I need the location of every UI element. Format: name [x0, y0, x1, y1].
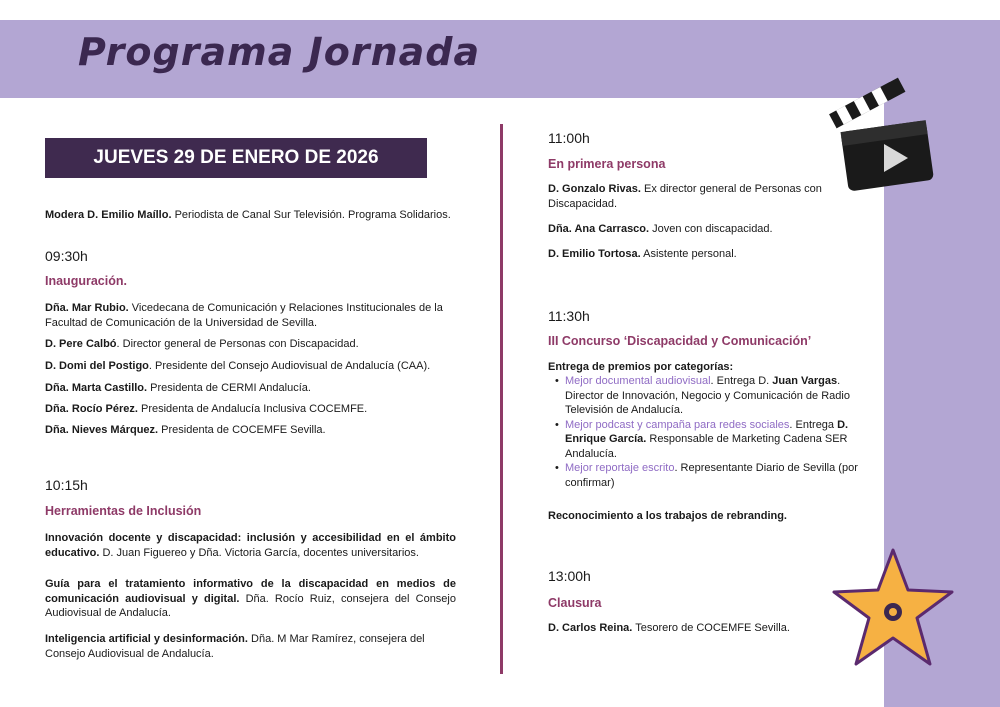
page-title: Programa Jornada [78, 30, 481, 74]
speaker-item: Dña. Mar Rubio. Vicedecana de Comunicación y Relaciones Institucionales de la Facultad de Comunicación de la Universidad de Sevilla. [45, 302, 443, 329]
speaker-item: Dña. Nieves Márquez. Presidenta de COCEMFE Sevilla. [45, 424, 326, 436]
talk-item: Innovación docente y discapacidad: inclusión y accesibilidad en el ámbito educativo. D. Juan Figuereo y Dña. Victoria García, docentes universitarios. [45, 532, 456, 559]
section-title-clausura: Clausura [548, 596, 602, 610]
time-1300: 13:00h [548, 568, 591, 584]
speaker-item: D. Gonzalo Rivas. Ex director general de Personas con Discapacidad. [548, 183, 822, 210]
speaker-item: D. Pere Calbó. Director general de Personas con Discapacidad. [45, 338, 359, 350]
speaker-item: D. Emilio Tortosa. Asistente personal. [548, 248, 737, 260]
awards-subtitle: Entrega de premios por categorías: [548, 361, 734, 373]
column-divider [500, 124, 503, 674]
section-title-primera-persona: En primera persona [548, 157, 666, 171]
star-icon [830, 546, 956, 670]
award-category-link[interactable]: Mejor reportaje escrito [565, 462, 675, 474]
section-title-concurso: III Concurso ‘Discapacidad y Comunicación’ [548, 334, 812, 348]
talk-item: Inteligencia artificial y desinformación. Dña. M Mar Ramírez, consejera del Consejo Audiovisual de Andalucía. [45, 633, 425, 660]
clapperboard-icon [826, 54, 938, 194]
award-category-link[interactable]: Mejor documental audiovisual [565, 375, 711, 387]
list-item: • Mejor reportaje escrito. Representante Diario de Sevilla (por confirmar) [565, 461, 865, 490]
speaker-item: Dña. Marta Castillo. Presidenta de CERMI Andalucía. [45, 382, 311, 394]
moderator: Modera D. Emilio Maíllo. Periodista de Canal Sur Televisión. Programa Solidarios. [45, 209, 451, 221]
speaker-item: Dña. Rocío Pérez. Presidenta de Andalucía Inclusiva COCEMFE. [45, 403, 368, 415]
speaker-item: Dña. Ana Carrasco. Joven con discapacidad. [548, 223, 773, 235]
list-item: • Mejor documental audiovisual. Entrega D. Juan Vargas. Director de Innovación, Negocio y Comunicación de Radio Televisión de Andalucía. [565, 374, 865, 418]
award-category-link[interactable]: Mejor podcast y campaña para redes sociales [565, 418, 790, 431]
speaker-item: D. Domi del Postigo. Presidente del Consejo Audiovisual de Andalucía (CAA). [45, 360, 431, 372]
event-date-banner: JUEVES 29 DE ENERO DE 2026 [45, 138, 427, 178]
time-1015: 10:15h [45, 477, 88, 493]
recognition-note: Reconocimiento a los trabajos de rebranding. [548, 510, 787, 522]
speaker-item: D. Carlos Reina. Tesorero de COCEMFE Sevilla. [548, 622, 790, 634]
time-0930: 09:30h [45, 248, 88, 264]
time-1130: 11:30h [548, 308, 590, 324]
section-title-herramientas: Herramientas de Inclusión [45, 504, 202, 518]
time-1100: 11:00h [548, 130, 590, 146]
awards-list [553, 374, 865, 490]
talk-item: Guía para el tratamiento informativo de la discapacidad en medios de comunicación audiovisual y digital. Dña. Rocío Ruiz, consejera del Consejo Audiovisual de Andalucía. [45, 578, 456, 619]
list-item: • Mejor podcast y campaña para redes sociales. Entrega D. Enrique García. Responsable de Marketing Cadena SER Andalucía. [565, 418, 865, 462]
section-title-inauguracion: Inauguración. [45, 274, 127, 288]
